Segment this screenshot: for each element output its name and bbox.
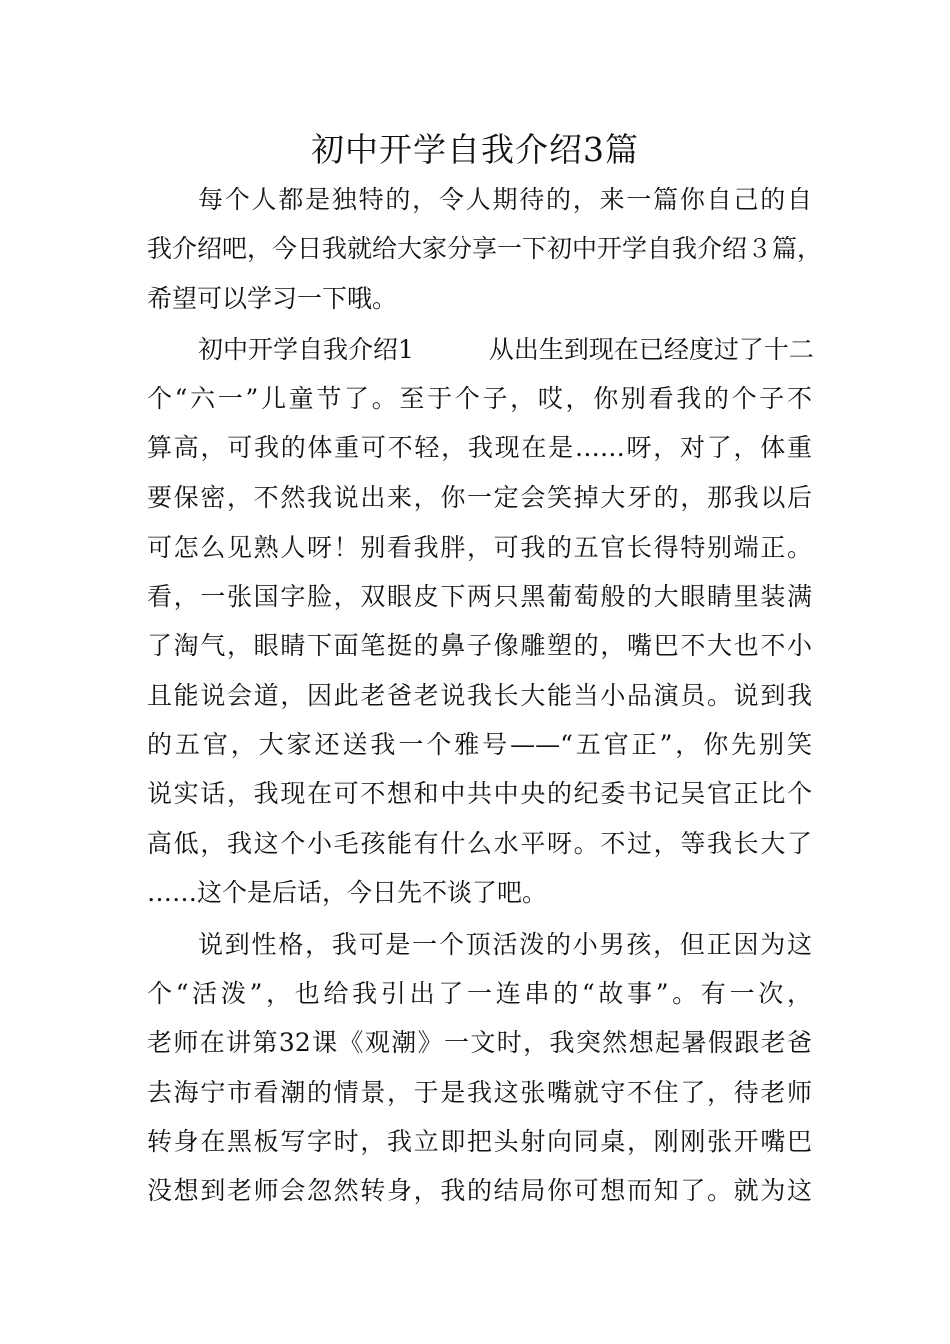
text-line: 个“六一”儿童节了。至于个子，哎，你别看我的个子不	[147, 384, 812, 413]
text-line: 去海宁市看潮的情景，于是我这张嘴就守不住了，待老师	[147, 1078, 812, 1107]
text-line: 可怎么见熟人呀！别看我胖，可我的五官长得特别端正。	[147, 533, 812, 562]
text-line: 的五官，大家还送我一个雅号——“五官正”，你先别笑	[147, 730, 812, 759]
text-line: 个“活泼”，也给我引出了一连串的“故事”。有一次，	[147, 979, 812, 1008]
text-line: 且能说会道，因此老爸老说我长大能当小品演员。说到我	[147, 681, 812, 710]
text-line: 希望可以学习一下哦。	[147, 284, 398, 313]
text-line: 说实话，我现在可不想和中共中央的纪委书记吴官正比个	[147, 779, 812, 808]
text-line: 初中开学自我介绍1 从出生到现在已经度过了十二	[198, 335, 814, 364]
text-line: 没想到老师会忽然转身，我的结局你可想而知了。就为这	[147, 1176, 812, 1205]
text-line: 了淘气，眼睛下面笔挺的鼻子像雕塑的，嘴巴不大也不小	[147, 631, 812, 660]
text-line: 每个人都是独特的，令人期待的，来一篇你自己的自	[198, 185, 812, 214]
text-line: ……这个是后话，今日先不谈了吧。	[147, 878, 548, 907]
text-line: 算高，可我的体重可不轻，我现在是……呀，对了，体重	[147, 433, 812, 462]
text-line: 高低，我这个小毛孩能有什么水平呀。不过，等我长大了	[147, 829, 812, 858]
text-line: 说到性格，我可是一个顶活泼的小男孩，但正因为这	[198, 930, 812, 959]
text-line: 要保密，不然我说出来，你一定会笑掉大牙的，那我以后	[147, 483, 812, 512]
text-line: 老师在讲第32课《观潮》一文时，我突然想起暑假跟老爸	[147, 1028, 812, 1057]
text-line: 看，一张国字脸，双眼皮下两只黑葡萄般的大眼睛里装满	[147, 582, 812, 611]
text-line: 转身在黑板写字时，我立即把头射向同桌，刚刚张开嘴巴	[147, 1127, 812, 1156]
document-title: 初中开学自我介绍3篇	[311, 130, 639, 169]
text-line: 我介绍吧，今日我就给大家分享一下初中开学自我介绍３篇，	[147, 234, 823, 263]
